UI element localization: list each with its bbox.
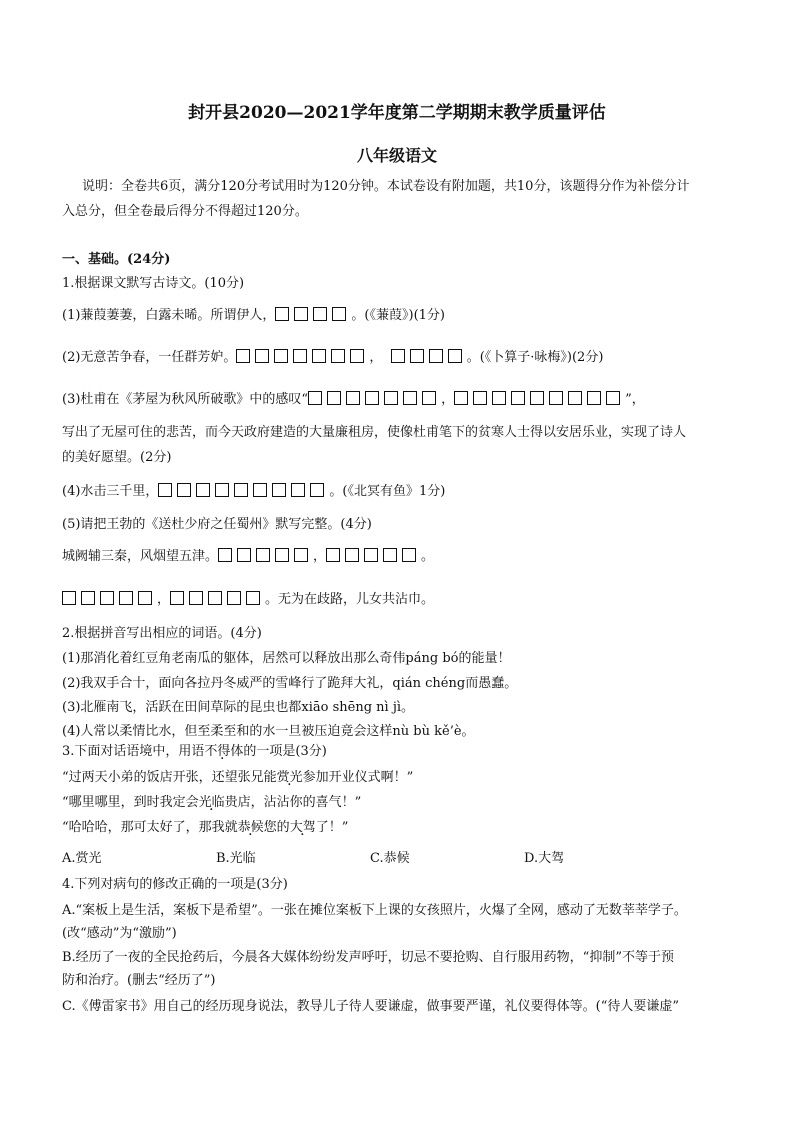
emphasis-dotted: 不得体 <box>204 744 244 759</box>
question-4-option-b-line-2: 防和治疗。(删去“经历了”) <box>62 973 216 988</box>
answer-box <box>138 591 152 605</box>
answer-boxes <box>170 591 265 609</box>
question-4-option-a-line-2: (改“感动”为“激励”) <box>62 926 177 941</box>
question-1-part-3 <box>62 391 645 409</box>
question-4-option-c-line-1: C.《傅雷家书》用自己的经历现身说法，教导儿子待人要谦虚，做事要严谨，礼仪要得体等。(“待人要谦虚” <box>62 999 679 1014</box>
answer-box <box>253 483 267 497</box>
answer-box <box>365 391 379 405</box>
answer-box <box>402 548 416 562</box>
text: (1)蒹葭萋萋，白露未晞。所谓伊人， <box>62 308 276 323</box>
answer-box <box>308 391 322 405</box>
question-3-option-a: A.赏光 <box>62 851 102 866</box>
text: 贵店，沾沾你的喜气！” <box>224 795 362 810</box>
question-3-option-c: C.恭候 <box>370 851 410 866</box>
instructions-line-2: 入总分，但全卷最后得分不得超过120分。 <box>62 204 308 219</box>
text: 城阙辅三秦，风烟望五津。 <box>62 549 219 564</box>
text: 参加开业仪式啊！” <box>302 770 414 785</box>
answer-box <box>236 349 250 363</box>
answer-box <box>313 307 327 321</box>
text: 了！” <box>315 820 349 835</box>
text: (4)水击三千里， <box>62 484 159 499</box>
section-heading: 一、基础。(24分) <box>62 252 171 267</box>
answer-box <box>294 307 308 321</box>
question-1-part-5-line-2 <box>62 591 434 609</box>
question-1-part-5-stem: (5)请把王勃的《送杜少府之任蜀州》默写完整。(4分) <box>62 517 372 532</box>
question-2-item-3: (3)北雁南飞，活跃在田间草际的昆虫也都xiāo shēng nì jì。 <box>62 700 415 715</box>
answer-box <box>170 591 184 605</box>
question-3-dialogue-2 <box>62 794 361 812</box>
question-3-dialogue-1 <box>62 769 413 787</box>
answer-box <box>256 548 270 562</box>
question-3-option-b: B.光临 <box>216 851 256 866</box>
answer-box <box>177 483 191 497</box>
question-1-part-2 <box>62 349 603 367</box>
answer-boxes <box>391 349 467 367</box>
answer-box <box>293 349 307 363</box>
question-3-option-d: D.大驾 <box>524 851 565 866</box>
question-4-option-b-line-1: B.经历了一夜的全民抢药后，今晨各大媒体纷纷发声呼吁，切忌不要抢购、自行服用药物，“抑制”不等于预 <box>62 950 674 965</box>
question-3-stem <box>62 743 327 761</box>
text: 的一项是(3分) <box>243 744 327 759</box>
answer-boxes <box>218 548 313 566</box>
answer-box <box>530 391 544 405</box>
question-2-item-1: (1)那消化着红豆角老南瓜的躯体，居然可以释放出那么奇伟páng bó的能量！ <box>62 651 511 666</box>
question-4-option-a-line-1: A.“案板上是生活，案板下是希望”。一张在摊位案板下上课的女孩照片，火爆了全网，感动了无数莘莘学子。 <box>62 903 687 918</box>
answer-box <box>234 483 248 497</box>
answer-box <box>511 391 525 405</box>
answer-box <box>391 349 405 363</box>
answer-box <box>410 349 424 363</box>
answer-box <box>294 548 308 562</box>
answer-box <box>218 548 232 562</box>
text: 。(《卜算子·咏梅》)(2分) <box>466 350 604 365</box>
emphasis-dotted: 恭候 <box>237 820 264 835</box>
question-1-part-3-line-2: 写出了无屋可住的悲苦，而今天政府建造的大量廉租房，使像杜甫笔下的贫寒人士得以安居乐业，实现了诗人 <box>62 425 687 440</box>
answer-box <box>383 548 397 562</box>
answer-box <box>81 591 95 605</box>
text: “哪里哪里，到时我定会 <box>62 795 199 810</box>
answer-box <box>332 307 346 321</box>
text: 。(《北冥有鱼》1分) <box>329 484 446 499</box>
answer-box <box>208 591 222 605</box>
answer-box <box>327 391 341 405</box>
text: ， <box>369 350 383 365</box>
text: (3)杜甫在《茅屋为秋风所破歌》中的感叹“ <box>62 392 309 407</box>
answer-box <box>255 349 269 363</box>
answer-box <box>350 349 364 363</box>
answer-box <box>237 548 251 562</box>
answer-box <box>422 391 436 405</box>
text: 。 <box>421 549 435 564</box>
text: 。无为在歧路，儿女共沾巾。 <box>265 592 435 607</box>
answer-boxes <box>308 391 441 409</box>
text: (2)无意苦争春，一任群芳妒。 <box>62 350 237 365</box>
text: 3.下面对话语境中，用语 <box>62 744 205 759</box>
answer-box <box>312 349 326 363</box>
answer-box <box>448 349 462 363</box>
answer-box <box>158 483 172 497</box>
answer-box <box>272 483 286 497</box>
answer-box <box>215 483 229 497</box>
answer-box <box>326 548 340 562</box>
answer-box <box>275 307 289 321</box>
emphasis-dotted: 大驾 <box>289 820 316 835</box>
answer-box <box>119 591 133 605</box>
answer-box <box>331 349 345 363</box>
answer-box <box>492 391 506 405</box>
text: ， <box>441 392 455 407</box>
question-1-part-4 <box>62 483 445 501</box>
text: ， <box>313 549 327 564</box>
answer-box <box>429 349 443 363</box>
answer-boxes <box>236 349 369 367</box>
answer-boxes <box>62 591 157 609</box>
answer-box <box>587 391 601 405</box>
answer-box <box>384 391 398 405</box>
exam-title: 封开县2020—2021学年度第二学期期末教学质量评估 <box>188 103 606 123</box>
answer-box <box>274 349 288 363</box>
answer-box <box>246 591 260 605</box>
answer-box <box>473 391 487 405</box>
answer-boxes <box>275 307 351 325</box>
question-1-stem: 1.根据课文默写古诗文。(10分) <box>62 276 245 291</box>
answer-box <box>403 391 417 405</box>
exam-subject: 八年级语文 <box>356 146 437 165</box>
answer-box <box>606 391 620 405</box>
question-3-dialogue-3 <box>62 819 348 837</box>
question-1-part-1 <box>62 307 445 325</box>
text: 。(《蒹葭》)(1分) <box>351 308 445 323</box>
question-1-part-5-line-1 <box>62 548 434 566</box>
answer-box <box>549 391 563 405</box>
instructions-line-1: 说明：全卷共6页，满分120分考试用时为120分钟。本试卷设有附加题，共10分，该题得分作为补偿分计 <box>82 179 690 194</box>
text: “哈哈哈，那可太好了，那我就 <box>62 820 238 835</box>
question-2-item-4: (4)人常以柔情比水，但至柔至和的水一旦被压迫竟会这样nù bù kě’è。 <box>62 724 475 739</box>
answer-box <box>310 483 324 497</box>
question-4-stem: 4.下列对病句的修改正确的一项是(3分) <box>62 877 288 892</box>
emphasis-dotted: 赏光 <box>276 770 303 785</box>
question-2-stem: 2.根据拼音写出相应的词语。(4分) <box>62 626 262 641</box>
answer-box <box>345 548 359 562</box>
question-1-part-3-line-3: 的美好愿望。(2分) <box>62 450 172 465</box>
answer-box <box>100 591 114 605</box>
answer-boxes <box>326 548 421 566</box>
question-2-item-2: (2)我双手合十，面向各拉丹冬威严的雪峰行了跪拜大礼，qián chéng而愚蠢。 <box>62 676 518 691</box>
answer-box <box>291 483 305 497</box>
emphasis-dotted: 光临 <box>198 795 225 810</box>
answer-box <box>346 391 360 405</box>
answer-box <box>227 591 241 605</box>
answer-box <box>454 391 468 405</box>
text: “过两天小弟的饭店开张，还望张兄能 <box>62 770 277 785</box>
answer-box <box>62 591 76 605</box>
text: 您的 <box>263 820 290 835</box>
answer-box <box>275 548 289 562</box>
answer-box <box>364 548 378 562</box>
answer-box <box>196 483 210 497</box>
answer-boxes <box>454 391 625 409</box>
answer-boxes <box>158 483 329 501</box>
text: ”， <box>625 392 645 407</box>
answer-box <box>189 591 203 605</box>
answer-box <box>568 391 582 405</box>
text: ， <box>157 592 171 607</box>
